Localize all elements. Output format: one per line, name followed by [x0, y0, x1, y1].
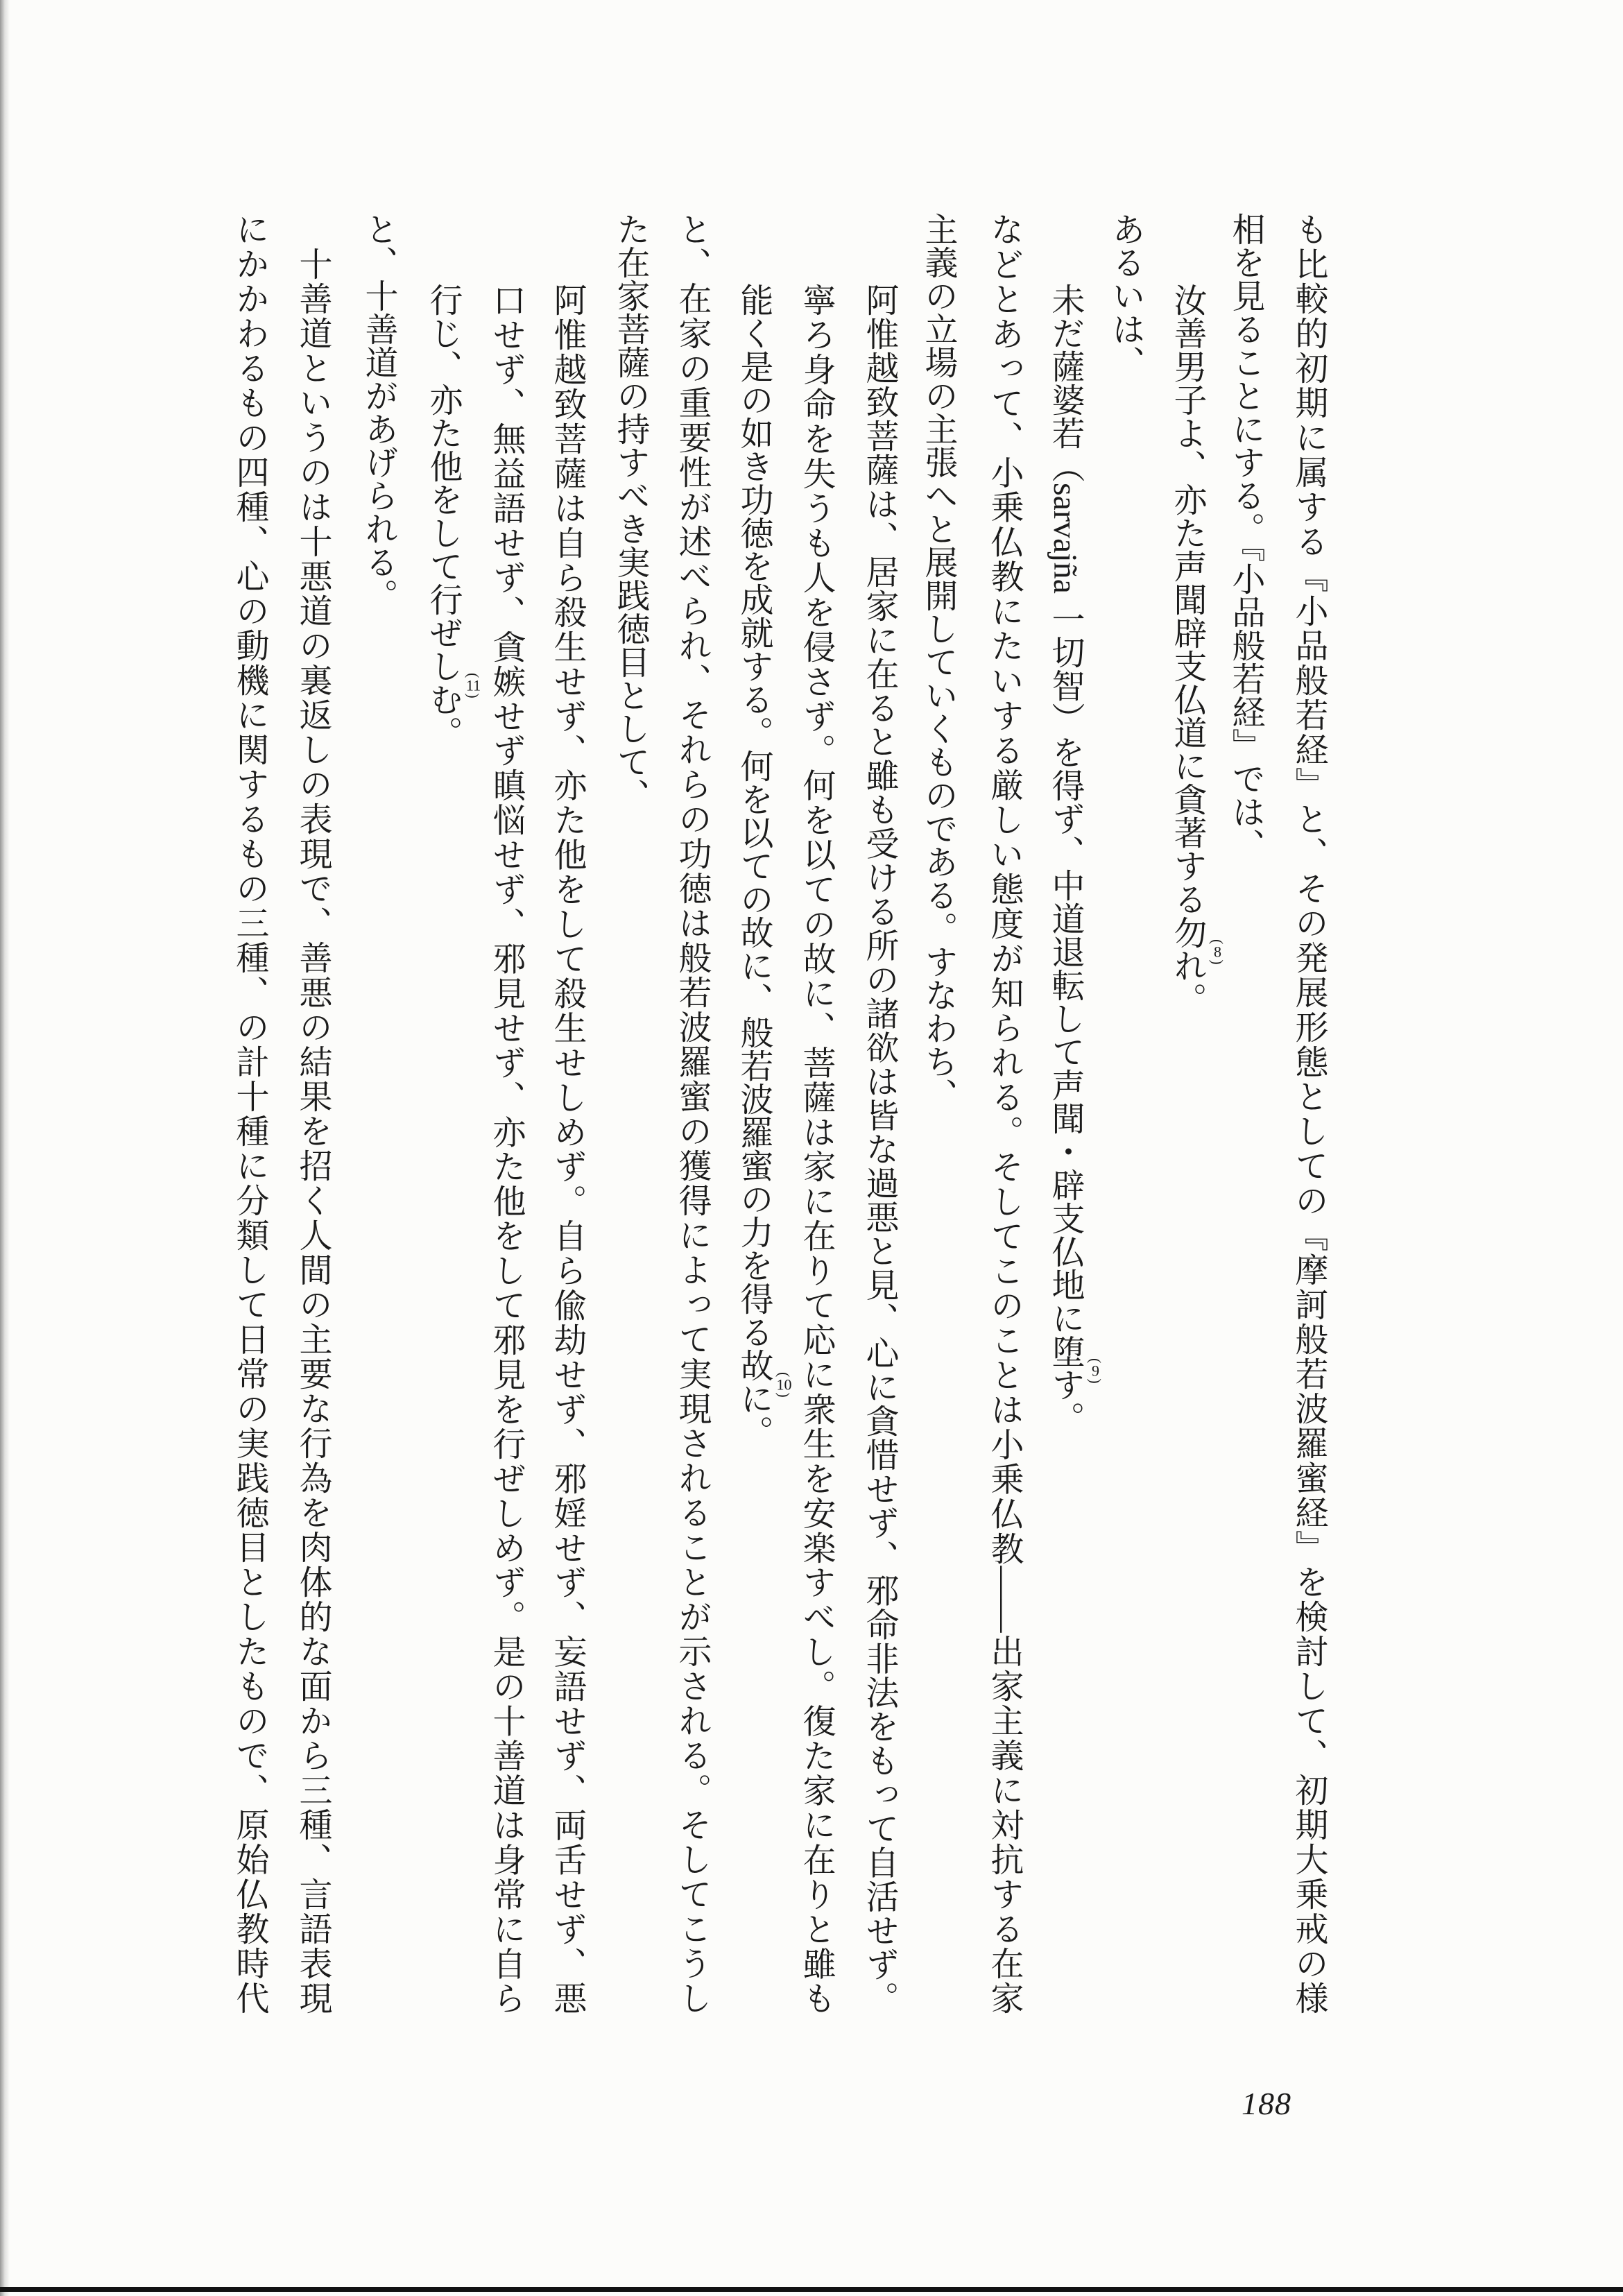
column-tail: 。 [1169, 982, 1205, 1016]
note-digits: 9 [1092, 1363, 1099, 1379]
note-paren-close: ) [465, 693, 482, 699]
text-column: と、十善道があげられる。 [360, 212, 397, 612]
footnote-number [465, 673, 481, 699]
quote-column: 口せず、無益語せず、貪嫉せず瞋悩せず、邪見せず、亦た他をして邪見を行ぜしめず。是の十善道は身常に自ら [488, 283, 524, 2015]
footnote-anchor [735, 1372, 793, 1415]
scan-edge-left [0, 0, 10, 2296]
footnote-anchor [424, 673, 482, 716]
text-column: にかかわるもの四種、心の動機に関するもの三種、の計十種に分類して日常の実践徳目としたもので、原始仏教時代 [231, 212, 268, 2014]
note-base-char: す [1047, 1367, 1083, 1401]
column-tail: 。 [424, 716, 461, 749]
note-digits: 11 [465, 678, 481, 694]
quote-column: 寧ろ身命を失うも人を侵さず。何を以ての故に、菩薩は家に在りて応に衆生を安楽すべし。復た家に在りと雖も [798, 283, 834, 2015]
column-text: 汝善男子よ、亦た声聞辟支仏道に貪著する勿 [1169, 283, 1205, 949]
column-tail: 。 [735, 1415, 772, 1448]
footnote-anchor [1047, 1357, 1104, 1401]
text-column: と、在家の重要性が述べられ、それらの功徳は般若波羅蜜の獲得によって実現されることが示される。そしてこうし [673, 212, 710, 2014]
quote-column: 阿惟越致菩薩は自ら殺生せず、亦た他をして殺生せしめず。自ら偸劫せず、邪婬せず、妄語せず、両舌せず、悪 [549, 283, 585, 2015]
page-number: 188 [1242, 2086, 1291, 2121]
footnote-number [1210, 939, 1225, 965]
scan-edge-bottom [0, 2287, 1623, 2292]
note-paren-open: ( [1087, 1357, 1104, 1364]
footnote-number [1088, 1358, 1103, 1384]
column-text: 能く是の如き功徳を成就する。何を以ての故に、般若波羅蜜の力を得る故 [735, 283, 772, 1382]
note-paren-close: ) [775, 1392, 793, 1398]
text-column: た在家菩薩の持すべき実践徳目として、 [612, 212, 649, 812]
footnote-anchor [1169, 939, 1226, 982]
note-base-char: に [735, 1382, 772, 1415]
paragraph-start-column: 十善道というのは十悪道の裏返しの表現で、善悪の結果を招く人間の主要な行為を肉体的な面から三種、言語表現 [294, 247, 331, 2014]
text-column: も比較的初期に属する『小品般若経』と、その発展形態としての『摩訶般若波羅蜜経』を検討して、初期大乗戒の様 [1290, 212, 1327, 2014]
note-paren-close: ) [1209, 959, 1226, 965]
note-digits: 10 [776, 1377, 792, 1393]
note-paren-open: ( [1209, 939, 1226, 945]
footnote-number [776, 1372, 791, 1398]
column-tail: 。 [1047, 1400, 1083, 1434]
note-paren-open: ( [465, 673, 482, 678]
quote-column [1166, 283, 1226, 1016]
note-base-char: む [424, 683, 461, 716]
text-column: 相を見ることにする。『小品般若経』では、 [1227, 212, 1264, 862]
quote-column [1044, 283, 1104, 1434]
column-text: 行じ、亦た他をして行ぜし [424, 283, 461, 683]
quote-column [422, 283, 482, 749]
column-text: 未だ薩婆若（sarvajña 一切智）を得ず、中道退転して声聞・辟支仏地に堕 [1047, 283, 1083, 1368]
text-column: あるいは、 [1107, 212, 1144, 379]
quote-column [732, 283, 793, 1448]
text-column: などとあって、小乗仏教にたいする厳しい態度が知られる。そしてこのことは小乗仏教——出家主義に対抗する在家 [986, 212, 1022, 2015]
note-paren-open: ( [775, 1372, 793, 1378]
note-paren-close: ) [1087, 1378, 1104, 1384]
text-column: 主義の立場の主張へと展開していくものである。すなわち、 [920, 212, 956, 1111]
note-base-char: れ [1169, 949, 1205, 982]
note-digits: 8 [1214, 944, 1221, 960]
quote-column: 阿惟越致菩薩は、居家に在ると雖も受ける所の諸欲は皆な過悪と見、心に貪惜せず、邪命非法をもって自活せず。 [861, 283, 898, 2014]
